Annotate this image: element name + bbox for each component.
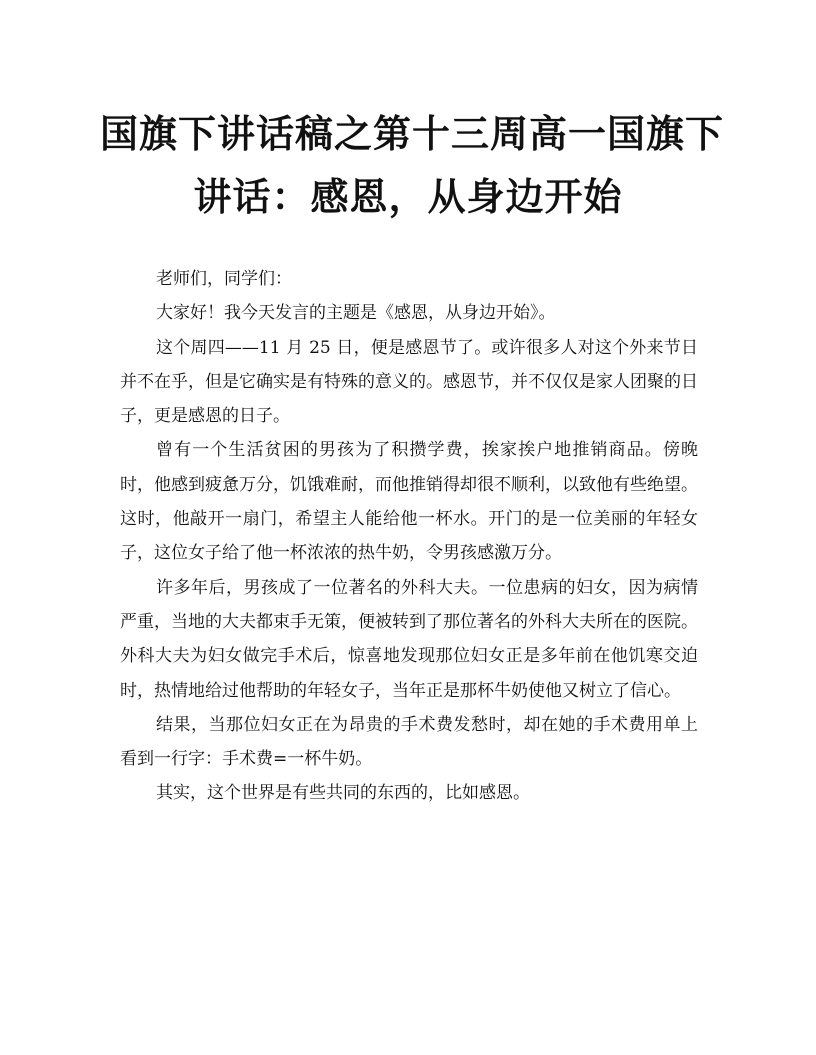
paragraph-thanksgiving: 这个周四——11 月 25 日，便是感恩节了。或许很多人对这个外来节日并不在乎，但是它确实是有特殊的意义的。感恩节，并不仅仅是家人团聚的日子，更是感恩的日子。 [120, 337, 698, 427]
document-title-line-2: 讲话：感恩，从身边开始 [193, 174, 623, 219]
document-title-line-1: 国旗下讲话稿之第十三周高一国旗下 [100, 111, 725, 156]
paragraph-story-boy: 曾有一个生活贫困的男孩为了积攒学费，挨家挨户地推销商品。傍晚时，他感到疲惫万分，饥饿难耐，而他推销得却很不顺利，以致他有些绝望。这时，他敲开一扇门，希望主人能给他一杯水。开门的是一位美丽的年轻女子，这位女子给了他一杯浓浓的热牛奶，令男孩感激万分。 [120, 440, 698, 564]
paragraph-story-doctor: 许多年后，男孩成了一位著名的外科大夫。一位患病的妇女，因为病情严重，当地的大夫都束手无策，便被转到了那位著名的外科大夫所在的医院。外科大夫为妇女做完手术后，惊喜地发现那位妇女正是多年前在他饥寒交迫时，热情地给过他帮助的年轻女子，当年正是那杯牛奶使他又树立了信心。 [120, 577, 698, 701]
paragraph-conclusion: 其实，这个世界是有些共同的东西的，比如感恩。 [156, 783, 530, 804]
document-body [120, 262, 698, 811]
paragraph-story-result: 结果，当那位妇女正在为昂贵的手术费发愁时，却在她的手术费用单上看到一行字：手术费=一杯牛奶。 [120, 714, 698, 770]
paragraph-topic: 大家好！我今天发言的主题是《感恩，从身边开始》。 [156, 303, 556, 324]
paragraph-greeting: 老师们，同学们： [156, 269, 292, 289]
